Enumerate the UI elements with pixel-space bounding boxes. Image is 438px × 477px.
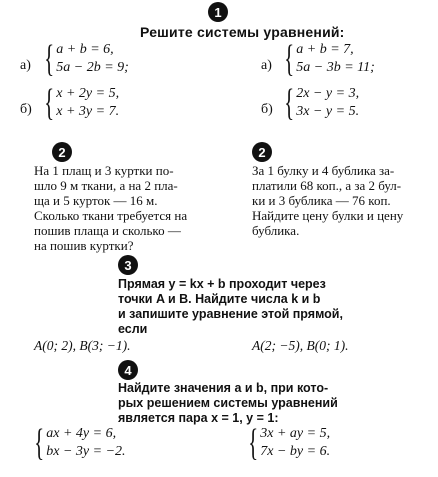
text-line: рых решением системы уравнений	[118, 396, 338, 410]
task-3-number-badge: 3	[118, 255, 138, 275]
equation: x + 3y = 7.	[56, 104, 120, 119]
brace-icon: {	[284, 38, 295, 80]
task-4-text	[118, 381, 338, 426]
text-line: шло 9 м ткани, а на 2 пла-	[34, 178, 178, 193]
equation: a + b = 7,	[296, 42, 354, 57]
task-2-right-text	[252, 163, 403, 238]
text-line: Сколько ткани требуется на	[34, 208, 188, 223]
task-1a-right-label: а)	[261, 58, 272, 73]
task-1-heading: Решите системы уравнений:	[140, 24, 345, 40]
equation: 3x − y = 5.	[296, 104, 360, 119]
brace-icon: {	[44, 38, 55, 80]
task-1a-left-system	[40, 40, 129, 78]
text-line: пошив плаща и сколько —	[34, 223, 181, 238]
text-line: На 1 плащ и 3 куртки по-	[34, 163, 174, 178]
task-3-text	[118, 277, 343, 337]
equation: 5a − 3b = 11;	[296, 60, 375, 75]
text-line: является пара x = 1, y = 1:	[118, 411, 279, 425]
task-4-left-system	[30, 424, 126, 462]
equation: 3x + ay = 5,	[260, 426, 331, 441]
text-line: За 1 булку и 4 бублика за-	[252, 163, 395, 178]
brace-icon: {	[284, 82, 295, 124]
text-line: ки и 3 бублика — 76 коп.	[252, 193, 391, 208]
brace-icon: {	[34, 422, 45, 464]
task-1b-left-system	[40, 84, 119, 122]
task-1a-left-label: а)	[20, 58, 31, 73]
task-1-number-badge: 1	[208, 2, 228, 22]
task-1a-right-system	[280, 40, 375, 78]
equation: ax + 4y = 6,	[46, 426, 117, 441]
task-1b-right-system	[280, 84, 359, 122]
text-line: бублика.	[252, 223, 300, 238]
text-line: Найдите значения a и b, при кото-	[118, 381, 329, 395]
equation: 5a − 2b = 9;	[56, 60, 129, 75]
equation: bx − 3y = −2.	[46, 444, 126, 459]
task-3-right-points: A(2; −5), B(0; 1).	[252, 338, 349, 353]
task-1b-left-label: б)	[20, 102, 32, 117]
task-4-right-system	[244, 424, 330, 462]
text-line: ща и 5 курток — 16 м.	[34, 193, 158, 208]
equation: 7x − by = 6.	[260, 444, 331, 459]
text-line: если	[118, 322, 148, 336]
equation: x + 2y = 5,	[56, 86, 120, 101]
text-line: платили 68 коп., а за 2 бул-	[252, 178, 402, 193]
text-line: Прямая y = kx + b проходит через	[118, 277, 326, 291]
text-line: Найдите цену булки и цену	[252, 208, 404, 223]
text-line: и запишите уравнение этой прямой,	[118, 307, 343, 321]
task-2-right-number-badge: 2	[252, 142, 272, 162]
task-3-left-points: A(0; 2), B(3; −1).	[34, 338, 131, 353]
brace-icon: {	[248, 422, 259, 464]
equation: a + b = 6,	[56, 42, 114, 57]
text-line: на пошив куртки?	[34, 238, 134, 253]
brace-icon: {	[44, 82, 55, 124]
task-1b-right-label: б)	[261, 102, 273, 117]
task-2-left-text	[34, 163, 187, 253]
text-line: точки A и B. Найдите числа k и b	[118, 292, 321, 306]
task-4-number-badge: 4	[118, 360, 138, 380]
equation: 2x − y = 3,	[296, 86, 360, 101]
task-2-left-number-badge: 2	[52, 142, 72, 162]
